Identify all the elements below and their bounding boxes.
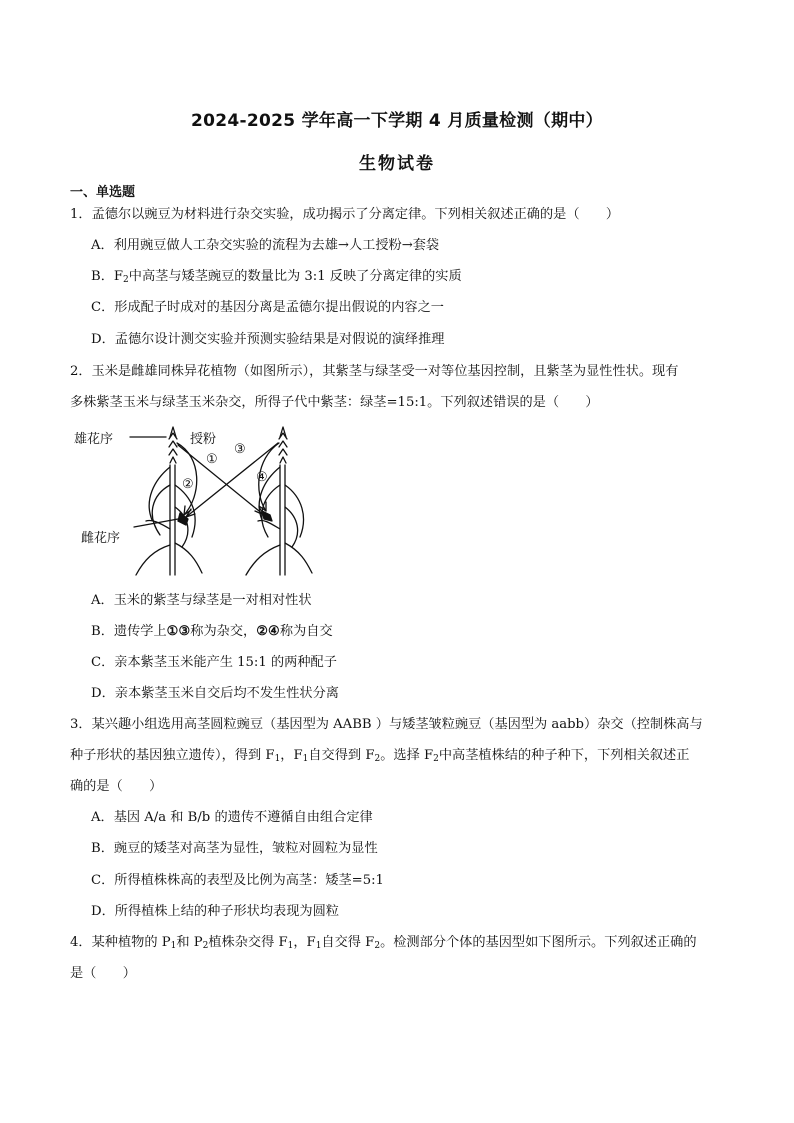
question-2-stem-line-2: 多株紫茎玉米与绿茎玉米杂交，所得子代中紫茎：绿茎=15:1。下列叙述错误的是（ ） xyxy=(70,395,599,410)
question-3-option-a: A．基因 A/a 和 B/b 的遗传不遵循自由组合定律 xyxy=(91,810,373,825)
question-3-stem-line-1: 3．某兴趣小组选用高茎圆粒豌豆（基因型为 AABB ）与矮茎皱粒豌豆（基因型为 aabb）杂交（控制株高与 xyxy=(70,717,703,732)
marker-4: ④ xyxy=(256,470,268,485)
question-4-stem-line-1: 4．某种植物的 $P_1$和 $P_2$植株杂交得 $F_1$，$F_1$自交得 $F_2$。检测部分个体的基因型如下图所示。下列叙述正确的 xyxy=(70,935,697,951)
question-1-option-b: B．$F_2$中高茎与矮茎豌豆的数量比为 3:1 反映了分离定律的实质 xyxy=(91,269,462,285)
question-1-option-a: A．利用豌豆做人工杂交实验的流程为去雄→人工授粉→套袋 xyxy=(91,238,440,253)
marker-2: ② xyxy=(182,477,194,492)
left-ear xyxy=(178,513,188,525)
marker-3: ③ xyxy=(234,442,246,457)
section-heading: 一、单选题 xyxy=(70,185,136,200)
question-3-stem-line-3: 确的是（ ） xyxy=(70,779,163,794)
right-ear xyxy=(262,511,272,521)
question-2-option-c: C．亲本紫茎玉米能产生 15:1 的两种配子 xyxy=(91,655,337,670)
question-2-option-a: A．玉米的紫茎与绿茎是一对相对性状 xyxy=(91,593,312,608)
question-4-stem-line-2: 是（ ） xyxy=(70,966,136,981)
pollination-label: 授粉 xyxy=(190,432,217,447)
question-2-stem-line-1: 2．玉米是雌雄同株异花植物（如图所示），其紫茎与绿茎受一对等位基因控制，且紫茎为显性性状。现有 xyxy=(70,364,679,379)
question-1-stem: 1．孟德尔以豌豆为材料进行杂交实验，成功揭示了分离定律。下列相关叙述正确的是（ ） xyxy=(70,207,620,222)
question-3-option-d: D．所得植株上结的种子形状均表现为圆粒 xyxy=(91,904,339,919)
question-3-option-b: B．豌豆的矮茎对高茎为显性，皱粒对圆粒为显性 xyxy=(91,841,378,856)
exam-subtitle: 生物试卷 xyxy=(359,154,435,174)
marker-1: ① xyxy=(206,452,218,467)
question-1-option-c: C．形成配子时成对的基因分离是孟德尔提出假说的内容之一 xyxy=(91,300,444,315)
question-2-option-b: B．遗传学上①③称为杂交，②④称为自交 xyxy=(91,624,333,639)
maize-plants-drawing xyxy=(74,425,334,585)
maize-pollination-figure xyxy=(74,425,334,585)
female-label-leader xyxy=(134,519,178,527)
question-1-option-d: D．孟德尔设计测交实验并预测实验结果是对假说的演绎推理 xyxy=(91,332,445,347)
exam-title: 2024-2025 学年高一下学期 4 月质量检测（期中） xyxy=(191,111,603,131)
question-3-option-c: C．所得植株株高的表型及比例为高茎：矮茎=5:1 xyxy=(91,873,384,888)
male-inflorescence-label: 雄花序 xyxy=(74,432,114,447)
female-inflorescence-label: 雌花序 xyxy=(81,531,121,546)
question-2-option-d: D．亲本紫茎玉米自交后均不发生性状分离 xyxy=(91,686,339,701)
question-3-stem-line-2: 种子形状的基因独立遗传），得到 $F_1$，$F_1$自交得到 $F_2$。选择 $F_2$中高茎植株结的种子种下，下列相关叙述正 xyxy=(70,748,690,764)
